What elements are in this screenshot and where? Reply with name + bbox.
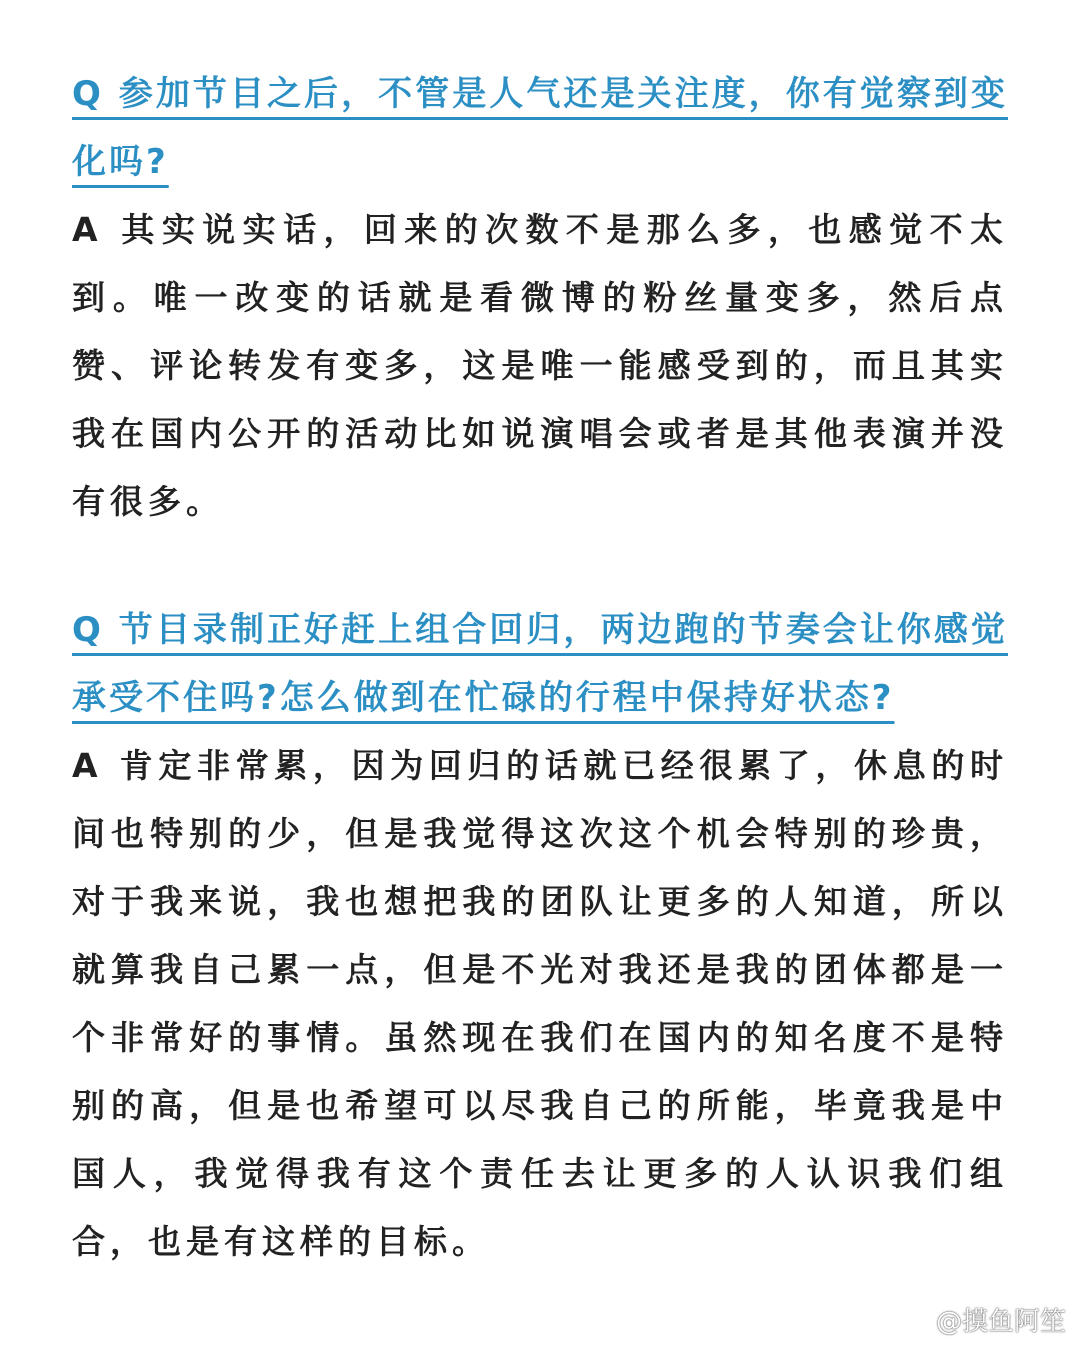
article-content [72,60,1008,1276]
answer-1: A 其实说实话，回来的次数不是那么多，也感觉不太到。唯一改变的话就是看微博的粉丝量变多，然后点赞、评论转发有变多，这是唯一能感受到的，而且其实我在国内公开的活动比如说演唱会或者是其他表演并没有很多。 [72,210,1008,521]
question-1-text: Q 参加节目之后，不管是人气还是关注度，你有觉察到变化吗? [72,74,1008,182]
watermark-text: @摸鱼阿笙 [935,1307,1066,1337]
qa-block-2 [72,596,1008,1276]
watermark [896,1301,1066,1338]
weibo-icon [896,1306,930,1334]
question-2-text: Q 节目录制正好赶上组合回归，两边跑的节奏会让你感觉承受不住吗?怎么做到在忙碌的行程中保持好状态? [72,610,1008,718]
question-1 [72,60,1008,196]
qa-block-1 [72,60,1008,536]
answer-2: A 肯定非常累，因为回归的话就已经很累了，休息的时间也特别的少，但是我觉得这次这个机会特别的珍贵，对于我来说，我也想把我的团队让更多的人知道，所以就算我自己累一点，但是不光对我还是我的团体都是一个非常好的事情。虽然现在我们在国内的知名度不是特别的高，但是也希望可以尽我自己的所能，毕竟我是中国人，我觉得我有这个责任去让更多的人认识我们组合，也是有这样的目标。 [72,746,1008,1261]
question-2 [72,596,1008,732]
